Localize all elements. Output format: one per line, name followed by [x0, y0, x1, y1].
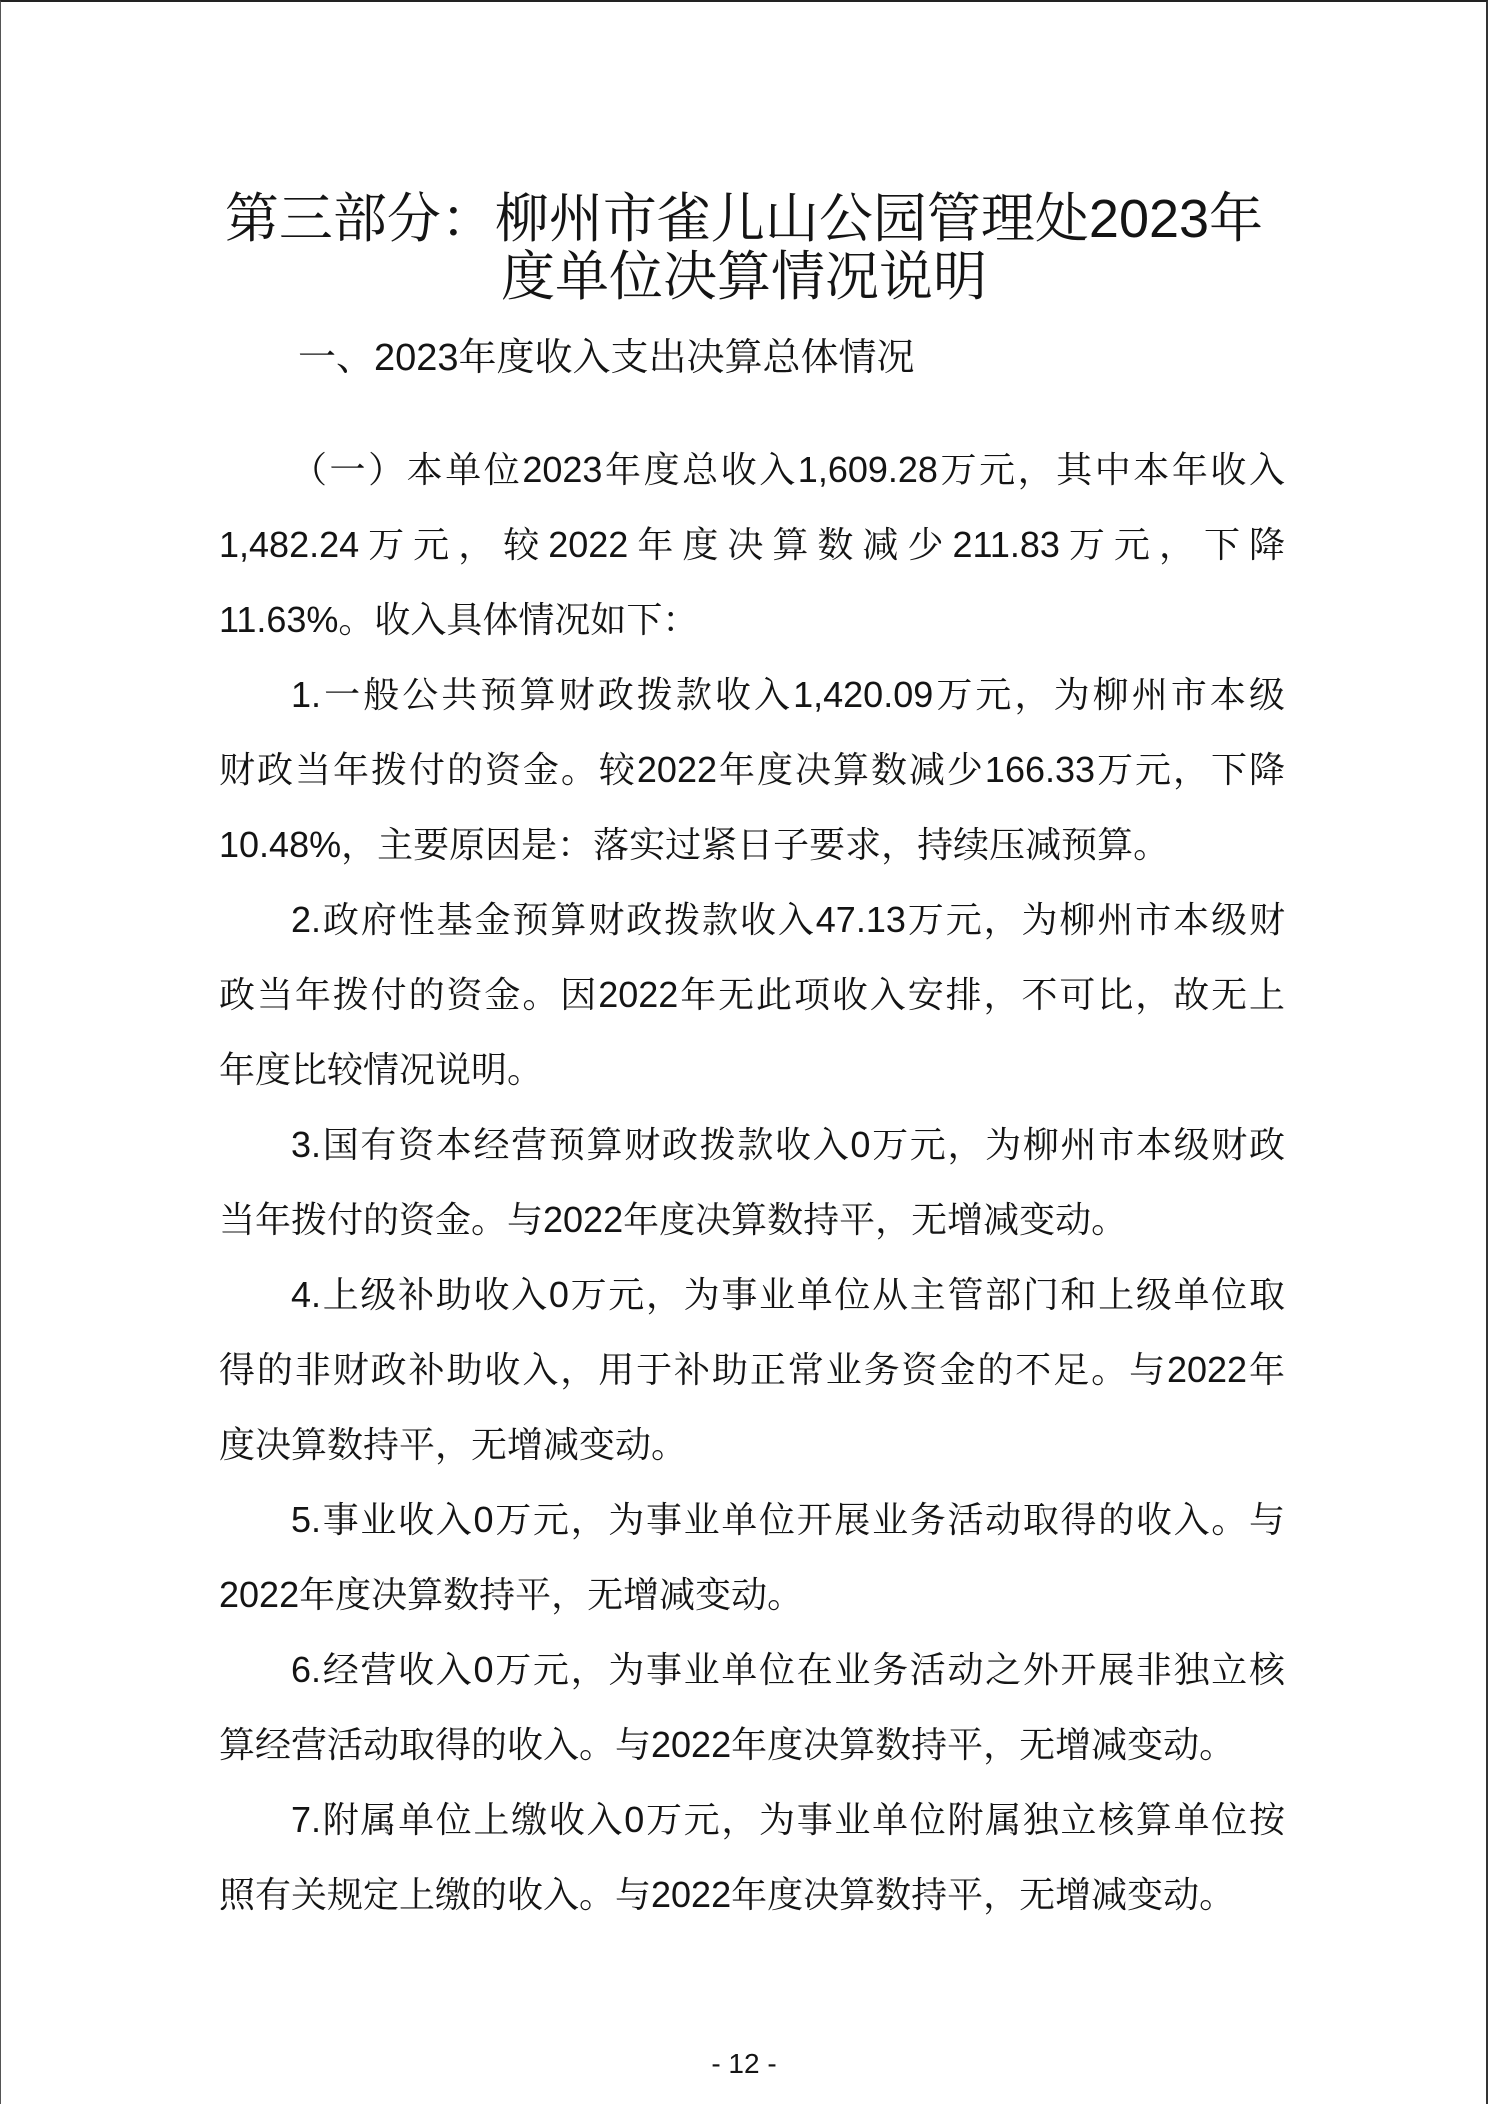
paragraph-item-4 — [219, 1257, 1285, 1482]
paragraph-item-7 — [219, 1782, 1285, 1932]
paragraph-line: 年度比较情况说明。 — [219, 1049, 544, 1090]
paragraph-item-1 — [219, 657, 1285, 882]
paragraph-line: 7.附属单位上缴收入0万元，为事业单位附属独立核算单位按 — [291, 1799, 1285, 1840]
paragraph-total-income — [219, 432, 1285, 657]
paragraph-item-3 — [219, 1107, 1285, 1257]
paragraph-line: 4.上级补助收入0万元，为事业单位从主管部门和上级单位取 — [291, 1274, 1285, 1315]
paragraph-line: 10.48%，主要原因是：落实过紧日子要求，持续压减预算。 — [219, 824, 1170, 865]
paragraph-item-6 — [219, 1632, 1285, 1782]
page-title — [1, 190, 1487, 306]
paragraph-line: 6.经营收入0万元，为事业单位在业务活动之外开展非独立核 — [291, 1649, 1285, 1690]
paragraph-line: 照有关规定上缴的收入。与2022年度决算数持平，无增减变动。 — [219, 1874, 1236, 1915]
paragraph-item-5 — [219, 1482, 1285, 1632]
paragraph-line: 财政当年拨付的资金。较2022年度决算数减少166.33万元，下降 — [219, 749, 1285, 790]
paragraph-line: 1.一般公共预算财政拨款收入1,420.09万元，为柳州市本级 — [291, 674, 1285, 715]
paragraph-line: （一）本单位2023年度总收入1,609.28万元，其中本年收入 — [291, 449, 1285, 490]
paragraph-line: 11.63%。收入具体情况如下： — [219, 599, 699, 640]
paragraph-line: 2.政府性基金预算财政拨款收入47.13万元，为柳州市本级财 — [291, 899, 1285, 940]
paragraph-line: 当年拨付的资金。与2022年度决算数持平，无增减变动。 — [219, 1199, 1128, 1240]
page-title-line-2: 度单位决算情况说明 — [501, 247, 987, 308]
paragraph-line: 政当年拨付的资金。因2022年无此项收入安排，不可比，故无上 — [219, 974, 1285, 1015]
paragraph-item-2 — [219, 882, 1285, 1107]
paragraph-line: 得的非财政补助收入，用于补助正常业务资金的不足。与2022年 — [219, 1349, 1285, 1390]
body-text — [219, 432, 1285, 1932]
paragraph-line: 5.事业收入0万元，为事业单位开展业务活动取得的收入。与 — [291, 1499, 1285, 1540]
page-title-line-1: 第三部分：柳州市雀儿山公园管理处2023年 — [224, 189, 1264, 250]
paragraph-line: 1,482.24万元，较2022年度决算数减少211.83万元，下降 — [219, 524, 1285, 565]
section-heading: 一、2023年度收入支出决算总体情况 — [298, 337, 915, 379]
paragraph-line: 2022年度决算数持平，无增减变动。 — [219, 1574, 804, 1615]
paragraph-line: 算经营活动取得的收入。与2022年度决算数持平，无增减变动。 — [219, 1724, 1236, 1765]
paragraph-line: 3.国有资本经营预算财政拨款收入0万元，为柳州市本级财政 — [291, 1124, 1285, 1165]
page-number: - 12 - — [711, 2048, 777, 2079]
paragraph-line: 度决算数持平，无增减变动。 — [219, 1424, 688, 1465]
